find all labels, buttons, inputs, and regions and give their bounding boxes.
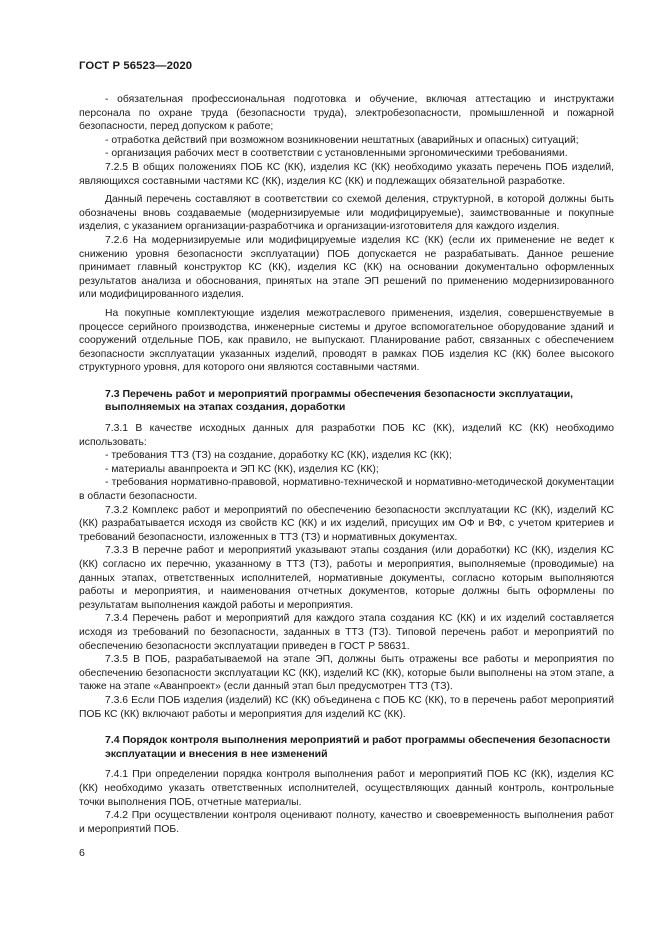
body-paragraph: 7.3.6 Если ПОБ изделия (изделий) КС (КК) объединена с ПОБ КС (КК), то в перечень работ мероприятий ПОБ КС (КК) включают работы и мероприятия для изделий КС (КК). <box>79 694 614 720</box>
body-paragraph: На покупные комплектующие изделия межотраслевого применения, изделия, совершенствуемые в процессе серийного производства, инженерные системы и другое вспомогательное оборудование зданий и сооружений отдельные ПОБ, как правило, не выпускают. Планирование работ, связанных с обеспечением безопасности эксплуатации указанных изделий, проводят в рамках ПОБ изделия КС (КК) более высокого структурного уровня, для которого они являются составными частями. <box>79 307 614 374</box>
body-paragraph: - отработка действий при возможном возникновении нештатных (аварийных и опасных) ситуаций; <box>105 134 579 146</box>
page-number: 6 <box>79 847 85 859</box>
body-paragraph: 7.3.2 Комплекс работ и мероприятий по обеспечению безопасности эксплуатации КС (КК), изделий КС (КК) разрабатывается исходя из свойств КС (КК) и их изделий, присущих им ОФ и ВФ, с учетом критериев и требований безопасности, изложенных в ТТЗ (ТЗ) и нормативных документах. <box>79 504 614 543</box>
section-heading-7-3: 7.3 Перечень работ и мероприятий программы обеспечения безопасности эксплуатации, выполняемых на этапах создания, доработки <box>105 387 574 414</box>
body-paragraph: 7.4.1 При определении порядка контроля выполнения работ и мероприятий ПОБ КС (КК), изделия КС (КК) необходимо указать ответственных исполнителей, осуществляющих данный контроль, контрольные точки выполнения ПОБ, отчетные материалы. <box>79 769 614 808</box>
list-item: - требования ТТЗ (ТЗ) на создание, доработку КС (КК), изделия КС (КК); <box>105 450 452 462</box>
list-item: - требования нормативно-правовой, нормативно-технической и нормативно-методической документации в области безопасности. <box>79 477 614 503</box>
body-paragraph: - организация рабочих мест в соответствии с установленными эргономическими требованиями. <box>105 148 568 160</box>
document-header: ГОСТ Р 56523—2020 <box>79 60 193 72</box>
body-paragraph: - обязательная профессиональная подготовка и обучение, включая аттестацию и инструктажи персонала по охране труда (безопасности труда), электробезопасности, промышленной и пожарной безопасности, перед допуском к работе; <box>79 94 614 133</box>
body-paragraph: 7.2.6 На модернизируемые или модифицируемые изделия КС (КК) (если их применение не ведет к снижению уровня безопасности эксплуатации) ПОБ допускается не разрабатывать. Данное решение принимает главный конструктор КС (КК), изделия КС (КК) на основании документально оформленных результатов анализа и обоснования, принятых на этапе ЭП решений по применению модернизированного или модифицированного изделия. <box>79 234 614 301</box>
body-paragraph: Данный перечень составляют в соответствии со схемой деления, структурной, в которой должны быть обозначены вновь создаваемые (модернизируемые или модифицируемые), заимствованные и покупные изделия, с указанием организации-разработчика и организации-изготовителя для каждого изделия. <box>79 194 614 233</box>
body-paragraph: 7.4.2 При осуществлении контроля оценивают полноту, качество и своевременность выполнения работ и мероприятий ПОБ. <box>79 810 614 835</box>
body-paragraph: 7.2.5 В общих положениях ПОБ КС (КК), изделия КС (КК) необходимо указать перечень ПОБ изделий, являющихся составными частями КС (КК), изделия КС (КК) и подлежащих обязательной разработке. <box>79 161 614 187</box>
body-paragraph: 7.3.3 В перечне работ и мероприятий указывают этапы создания (или доработки) КС (КК), изделия КС (КК) согласно их перечню, указанному в ТТЗ (ТЗ), работы и мероприятия, выполняемые (проводимые) на данных этапах, ответственных исполнителей, нормативные документы, согласно которым выполняются работы и мероприятия, и наименования отчетных документов, которые должны быть оформлены по результатам выполнения каждой работы и мероприятия. <box>79 545 614 611</box>
body-paragraph: 7.3.5 В ПОБ, разрабатываемой на этапе ЭП, должны быть отражены все работы и мероприятия по обеспечению безопасности эксплуатации КС (КК), изделий КС (КК), которые были выполнены на этом этапе, а также на этапе «Аванпроект» (если данный этап был предусмотрен ТТЗ (ТЗ). <box>79 654 614 693</box>
page-body <box>79 93 614 836</box>
section-heading-7-4: 7.4 Порядок контроля выполнения мероприятий и работ программы обеспечения безопасности эксплуатации и внесения в нее изменений <box>105 734 611 760</box>
body-paragraph: 7.3.1 В качестве исходных данных для разработки ПОБ КС (КК), изделий КС (КК) необходимо использовать: <box>79 423 614 448</box>
list-item: - материалы аванпроекта и ЭП КС (КК), изделия КС (КК); <box>105 463 379 475</box>
body-paragraph: 7.3.4 Перечень работ и мероприятий для каждого этапа создания КС (КК) и их изделий составляется исходя из требований по безопасности, заданных в ТТЗ (ТЗ). Типовой перечень работ и мероприятий по обеспечению безопасности эксплуатации приведен в ГОСТ Р 58631. <box>79 613 614 652</box>
